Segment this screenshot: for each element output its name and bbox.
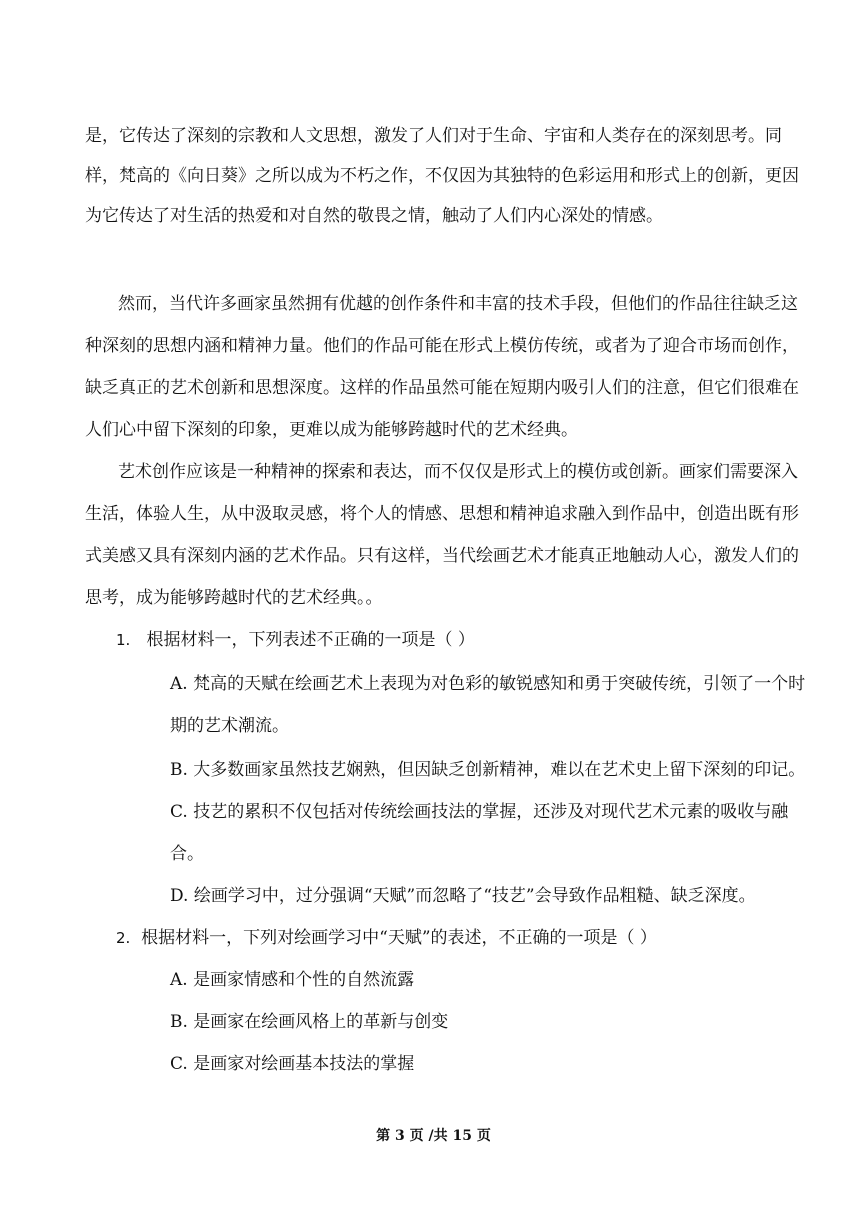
paragraph-line: 艺术创作应该是一种精神的探索和表达，而不仅仅是形式上的模仿或创新。画家们需要深入 <box>118 462 798 482</box>
question-number: 2. <box>116 929 131 947</box>
page-number-footer: 第 3 页 /共 15 页 <box>376 1128 491 1144</box>
option-c: C. 技艺的累积不仅包括对传统绘画技法的掌握，还涉及对现代艺术元素的吸收与融 <box>170 802 789 822</box>
paragraph-line: 样，梵高的《向日葵》之所以成为不朽之作，不仅因为其独特的色彩运用和形式上的创新，更因 <box>85 166 799 186</box>
option-b: B. 是画家在绘画风格上的革新与创变 <box>170 1012 449 1032</box>
paragraph-line: 生活，体验人生，从中汲取灵感，将个人的情感、思想和精神追求融入到作品中，创造出既有形 <box>85 504 799 524</box>
option-a: A. 梵高的天赋在绘画艺术上表现为对色彩的敏锐感知和勇于突破传统，引领了一个时 <box>170 674 806 694</box>
paragraph-line: 缺乏真正的艺术创新和思想深度。这样的作品虽然可能在短期内吸引人们的注意，但它们很难在 <box>85 378 799 398</box>
question-2 <box>116 926 816 950</box>
paragraph-line: 是，它传达了深刻的宗教和人文思想，激发了人们对于生命、宇宙和人类存在的深刻思考。同 <box>85 126 782 146</box>
question-stem: 根据材料一，下列表述不正确的一项是（ ） <box>146 630 475 650</box>
option-c: C. 是画家对绘画基本技法的掌握 <box>170 1054 415 1074</box>
paragraph-line: 为它传达了对生活的热爱和对自然的敬畏之情，触动了人们内心深处的情感。 <box>85 206 663 226</box>
option-d: D. 绘画学习中，过分强调“天赋”而忽略了“技艺”会导致作品粗糙、缺乏深度。 <box>170 886 756 906</box>
question-1 <box>116 628 816 652</box>
question-stem: 根据材料一，下列对绘画学习中“天赋”的表述，不正确的一项是（ ） <box>141 928 657 948</box>
paragraph-line: 思考，成为能够跨越时代的艺术经典。。 <box>85 588 383 608</box>
paragraph-line: 种深刻的思想内涵和精神力量。他们的作品可能在形式上模仿传统，或者为了迎合市场而创作， <box>85 336 799 356</box>
paragraph-line: 人们心中留下深刻的印象，更难以成为能够跨越时代的艺术经典。 <box>85 420 578 440</box>
question-number: 1. <box>116 631 131 649</box>
option-c-continued: 合。 <box>170 844 204 864</box>
option-b: B. 大多数画家虽然技艺娴熟，但因缺乏创新精神，难以在艺术史上留下深刻的印记。 <box>170 760 806 780</box>
option-a: A. 是画家情感和个性的自然流露 <box>170 970 415 990</box>
paragraph-line: 然而，当代许多画家虽然拥有优越的创作条件和丰富的技术手段，但他们的作品往往缺乏这 <box>118 294 798 314</box>
paragraph-line: 式美感又具有深刻内涵的艺术作品。只有这样，当代绘画艺术才能真正地触动人心，激发人们的 <box>85 546 799 566</box>
option-a-continued: 期的艺术潮流。 <box>170 716 289 736</box>
